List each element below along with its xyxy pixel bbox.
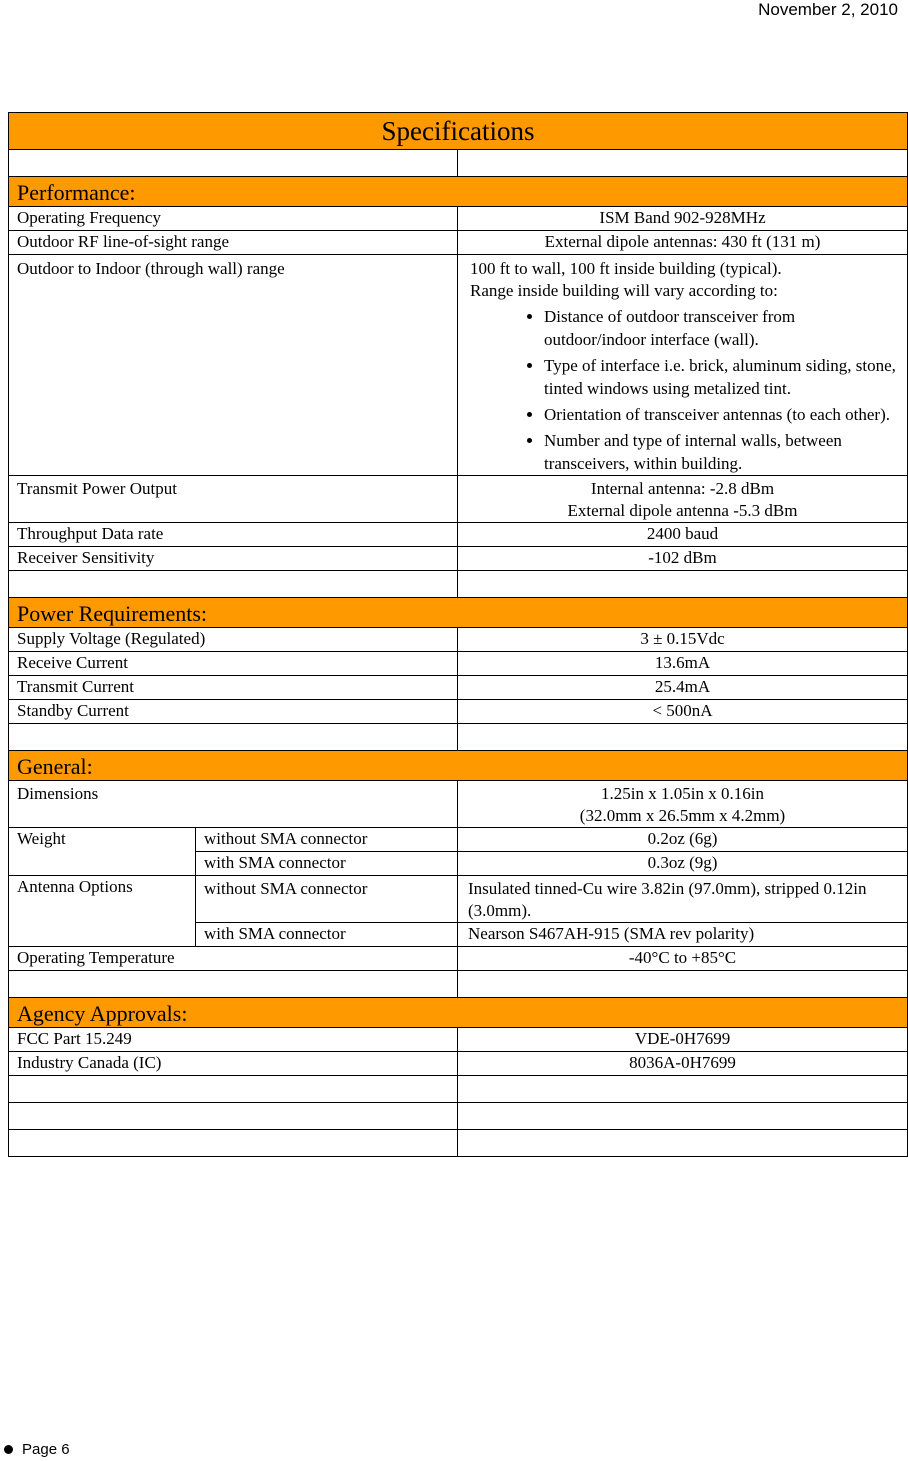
table-row <box>9 628 908 652</box>
section-power <box>9 598 908 628</box>
blank-row <box>9 1130 908 1157</box>
blank-row <box>9 724 908 751</box>
row-label: Transmit Power Output <box>9 476 458 523</box>
antenna-options-label: Antenna Options <box>9 876 196 947</box>
row-label: Operating Frequency <box>9 207 458 231</box>
row-sublabel: without SMA connector <box>196 828 458 852</box>
value-line: External dipole antenna -5.3 dBm <box>567 501 798 520</box>
row-value: Nearson S467AH-915 (SMA rev polarity) <box>458 923 908 947</box>
row-value: -40°C to +85°C <box>458 947 908 971</box>
value-line: (32.0mm x 26.5mm x 4.2mm) <box>579 806 786 825</box>
table-row <box>9 652 908 676</box>
list-item: • Type of interface i.e. brick, aluminum siding, stone, tinted windows using metalized tint. <box>544 354 899 400</box>
row-label: Receiver Sensitivity <box>9 547 458 571</box>
table-row <box>9 947 908 971</box>
row-value: 0.2oz (6g) <box>458 828 908 852</box>
row-value: VDE-0H7699 <box>458 1028 908 1052</box>
range-line: Range inside building will vary according to: <box>470 281 778 300</box>
row-value: 25.4mA <box>458 676 908 700</box>
section-heading: Power Requirements: <box>9 598 908 628</box>
row-value: 2400 baud <box>458 523 908 547</box>
table-row <box>9 876 908 923</box>
row-label: FCC Part 15.249 <box>9 1028 458 1052</box>
page-date: November 2, 2010 <box>758 0 898 19</box>
row-sublabel: with SMA connector <box>196 852 458 876</box>
section-general <box>9 751 908 781</box>
row-value: 0.3oz (9g) <box>458 852 908 876</box>
row-label: Standby Current <box>9 700 458 724</box>
row-value: External dipole antennas: 430 ft (131 m) <box>458 231 908 255</box>
table-row <box>9 1028 908 1052</box>
table-row <box>9 255 908 476</box>
page-number: Page 6 <box>22 1441 70 1458</box>
bullet-icon <box>4 1445 13 1454</box>
section-heading: Agency Approvals: <box>9 998 908 1028</box>
row-sublabel: without SMA connector <box>196 876 458 923</box>
section-heading: General: <box>9 751 908 781</box>
row-value: Insulated tinned-Cu wire 3.82in (97.0mm), stripped 0.12in (3.0mm). <box>458 876 908 923</box>
row-label: Supply Voltage (Regulated) <box>9 628 458 652</box>
range-line: 100 ft to wall, 100 ft inside building (typical). <box>470 259 782 278</box>
list-item: • Orientation of transceiver antennas (to each other). <box>544 403 899 426</box>
table-row <box>9 828 908 852</box>
row-value: < 500nA <box>458 700 908 724</box>
row-label: Throughput Data rate <box>9 523 458 547</box>
table-row <box>9 476 908 523</box>
specifications-table <box>8 112 908 1157</box>
section-performance <box>9 177 908 207</box>
list-item: • Distance of outdoor transceiver from outdoor/indoor interface (wall). <box>544 305 899 351</box>
row-value <box>458 476 908 523</box>
row-value: 3 ± 0.15Vdc <box>458 628 908 652</box>
list-item: • Number and type of internal walls, between transceivers, within building. <box>544 429 899 475</box>
value-line: Internal antenna: -2.8 dBm <box>590 479 775 498</box>
row-label: Operating Temperature <box>9 947 458 971</box>
row-label: Dimensions <box>9 781 458 828</box>
row-label: Outdoor to Indoor (through wall) range <box>9 255 458 476</box>
row-label: Industry Canada (IC) <box>9 1052 458 1076</box>
range-bullet-list <box>468 305 899 475</box>
row-value <box>458 781 908 828</box>
table-row <box>9 781 908 828</box>
weight-label: Weight <box>9 828 196 876</box>
blank-row <box>9 1076 908 1103</box>
row-label: Receive Current <box>9 652 458 676</box>
table-row <box>9 1052 908 1076</box>
row-sublabel: with SMA connector <box>196 923 458 947</box>
page-footer <box>4 1441 70 1458</box>
row-value-range <box>458 255 908 476</box>
section-heading: Performance: <box>9 177 908 207</box>
value-line: 1.25in x 1.05in x 0.16in <box>601 784 764 803</box>
blank-row <box>9 571 908 598</box>
table-row <box>9 207 908 231</box>
table-row <box>9 231 908 255</box>
row-label: Transmit Current <box>9 676 458 700</box>
blank-row <box>9 971 908 998</box>
table-title-row <box>9 113 908 150</box>
table-title: Specifications <box>9 113 908 150</box>
section-agency <box>9 998 908 1028</box>
table-row <box>9 676 908 700</box>
table-row <box>9 700 908 724</box>
blank-row <box>9 150 908 177</box>
blank-row <box>9 1103 908 1130</box>
row-value: 13.6mA <box>458 652 908 676</box>
row-value: -102 dBm <box>458 547 908 571</box>
row-label: Outdoor RF line-of-sight range <box>9 231 458 255</box>
table-row <box>9 523 908 547</box>
table-row <box>9 547 908 571</box>
row-value: 8036A-0H7699 <box>458 1052 908 1076</box>
row-value: ISM Band 902-928MHz <box>458 207 908 231</box>
